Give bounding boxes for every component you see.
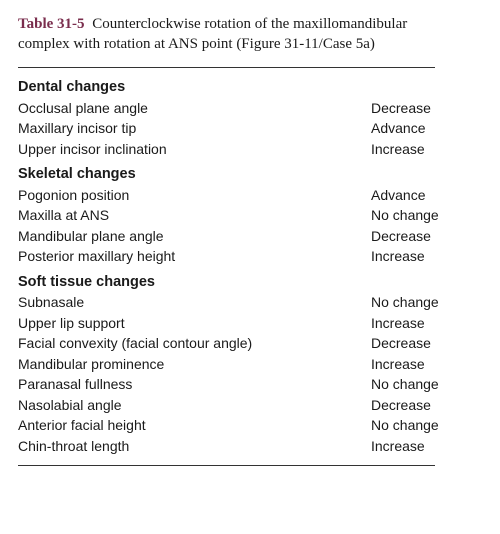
row-name: Upper lip support xyxy=(18,314,125,331)
row-value: Increase xyxy=(371,248,425,264)
row-name: Mandibular plane angle xyxy=(18,227,164,244)
row-name: Paranasal fullness xyxy=(18,376,133,392)
section-skeletal xyxy=(18,164,439,267)
row-value: Decrease xyxy=(371,227,431,244)
section-soft-tissue xyxy=(18,272,439,457)
table-row xyxy=(18,98,431,119)
table-row xyxy=(18,139,423,160)
row-value: Advance xyxy=(371,186,426,203)
row-name: Subnasale xyxy=(18,294,85,310)
row-value: Increase xyxy=(371,314,425,331)
table-row xyxy=(18,185,426,206)
bottom-rule xyxy=(18,465,435,466)
row-name: Upper incisor inclination xyxy=(18,140,167,157)
table-row xyxy=(18,292,439,313)
row-value: No change xyxy=(371,207,439,223)
row-value: Decrease xyxy=(371,335,431,351)
row-name: Pogonion position xyxy=(18,186,130,203)
row-name: Facial convexity (facial contour angle) xyxy=(18,335,253,351)
row-value: No change xyxy=(371,376,439,392)
row-value: Increase xyxy=(371,355,425,372)
table-row xyxy=(18,226,431,247)
table-row xyxy=(18,395,431,416)
table-row xyxy=(18,374,439,395)
section-title: Soft tissue changes xyxy=(18,273,155,290)
row-value: Advance xyxy=(371,120,426,136)
row-name: Chin-throat length xyxy=(18,437,130,454)
row-name: Anterior facial height xyxy=(18,417,146,433)
section-title: Dental changes xyxy=(18,79,126,95)
table-row xyxy=(18,436,423,457)
row-name: Mandibular prominence xyxy=(18,355,165,372)
table-caption xyxy=(18,14,458,54)
table-row xyxy=(18,313,423,334)
table-row xyxy=(18,354,423,375)
section-dental xyxy=(18,77,431,159)
changes-table xyxy=(18,77,439,456)
table-label: Table 31-5 xyxy=(18,16,85,32)
row-name: Maxilla at ANS xyxy=(18,207,110,223)
table-row xyxy=(18,246,423,267)
row-value: Decrease xyxy=(371,396,431,413)
top-rule xyxy=(18,67,435,68)
row-value: No change xyxy=(371,417,439,433)
table-row xyxy=(18,415,439,436)
row-value: Increase xyxy=(371,437,425,454)
table-row xyxy=(18,205,439,226)
row-value: Decrease xyxy=(371,99,431,116)
row-name: Posterior maxillary height xyxy=(18,248,176,264)
table-caption-text: Counterclockwise rotation of the maxillomandibular complex with rotation at ANS point (Figure 31-11/Case 5a) xyxy=(18,16,408,52)
row-name: Maxillary incisor tip xyxy=(18,120,137,136)
section-title: Skeletal changes xyxy=(18,166,136,182)
row-value: No change xyxy=(371,294,439,310)
row-value: Increase xyxy=(371,140,425,157)
table-row xyxy=(18,333,431,354)
row-name: Nasolabial angle xyxy=(18,396,122,413)
table-row xyxy=(18,118,426,139)
row-name: Occlusal plane angle xyxy=(18,99,148,116)
